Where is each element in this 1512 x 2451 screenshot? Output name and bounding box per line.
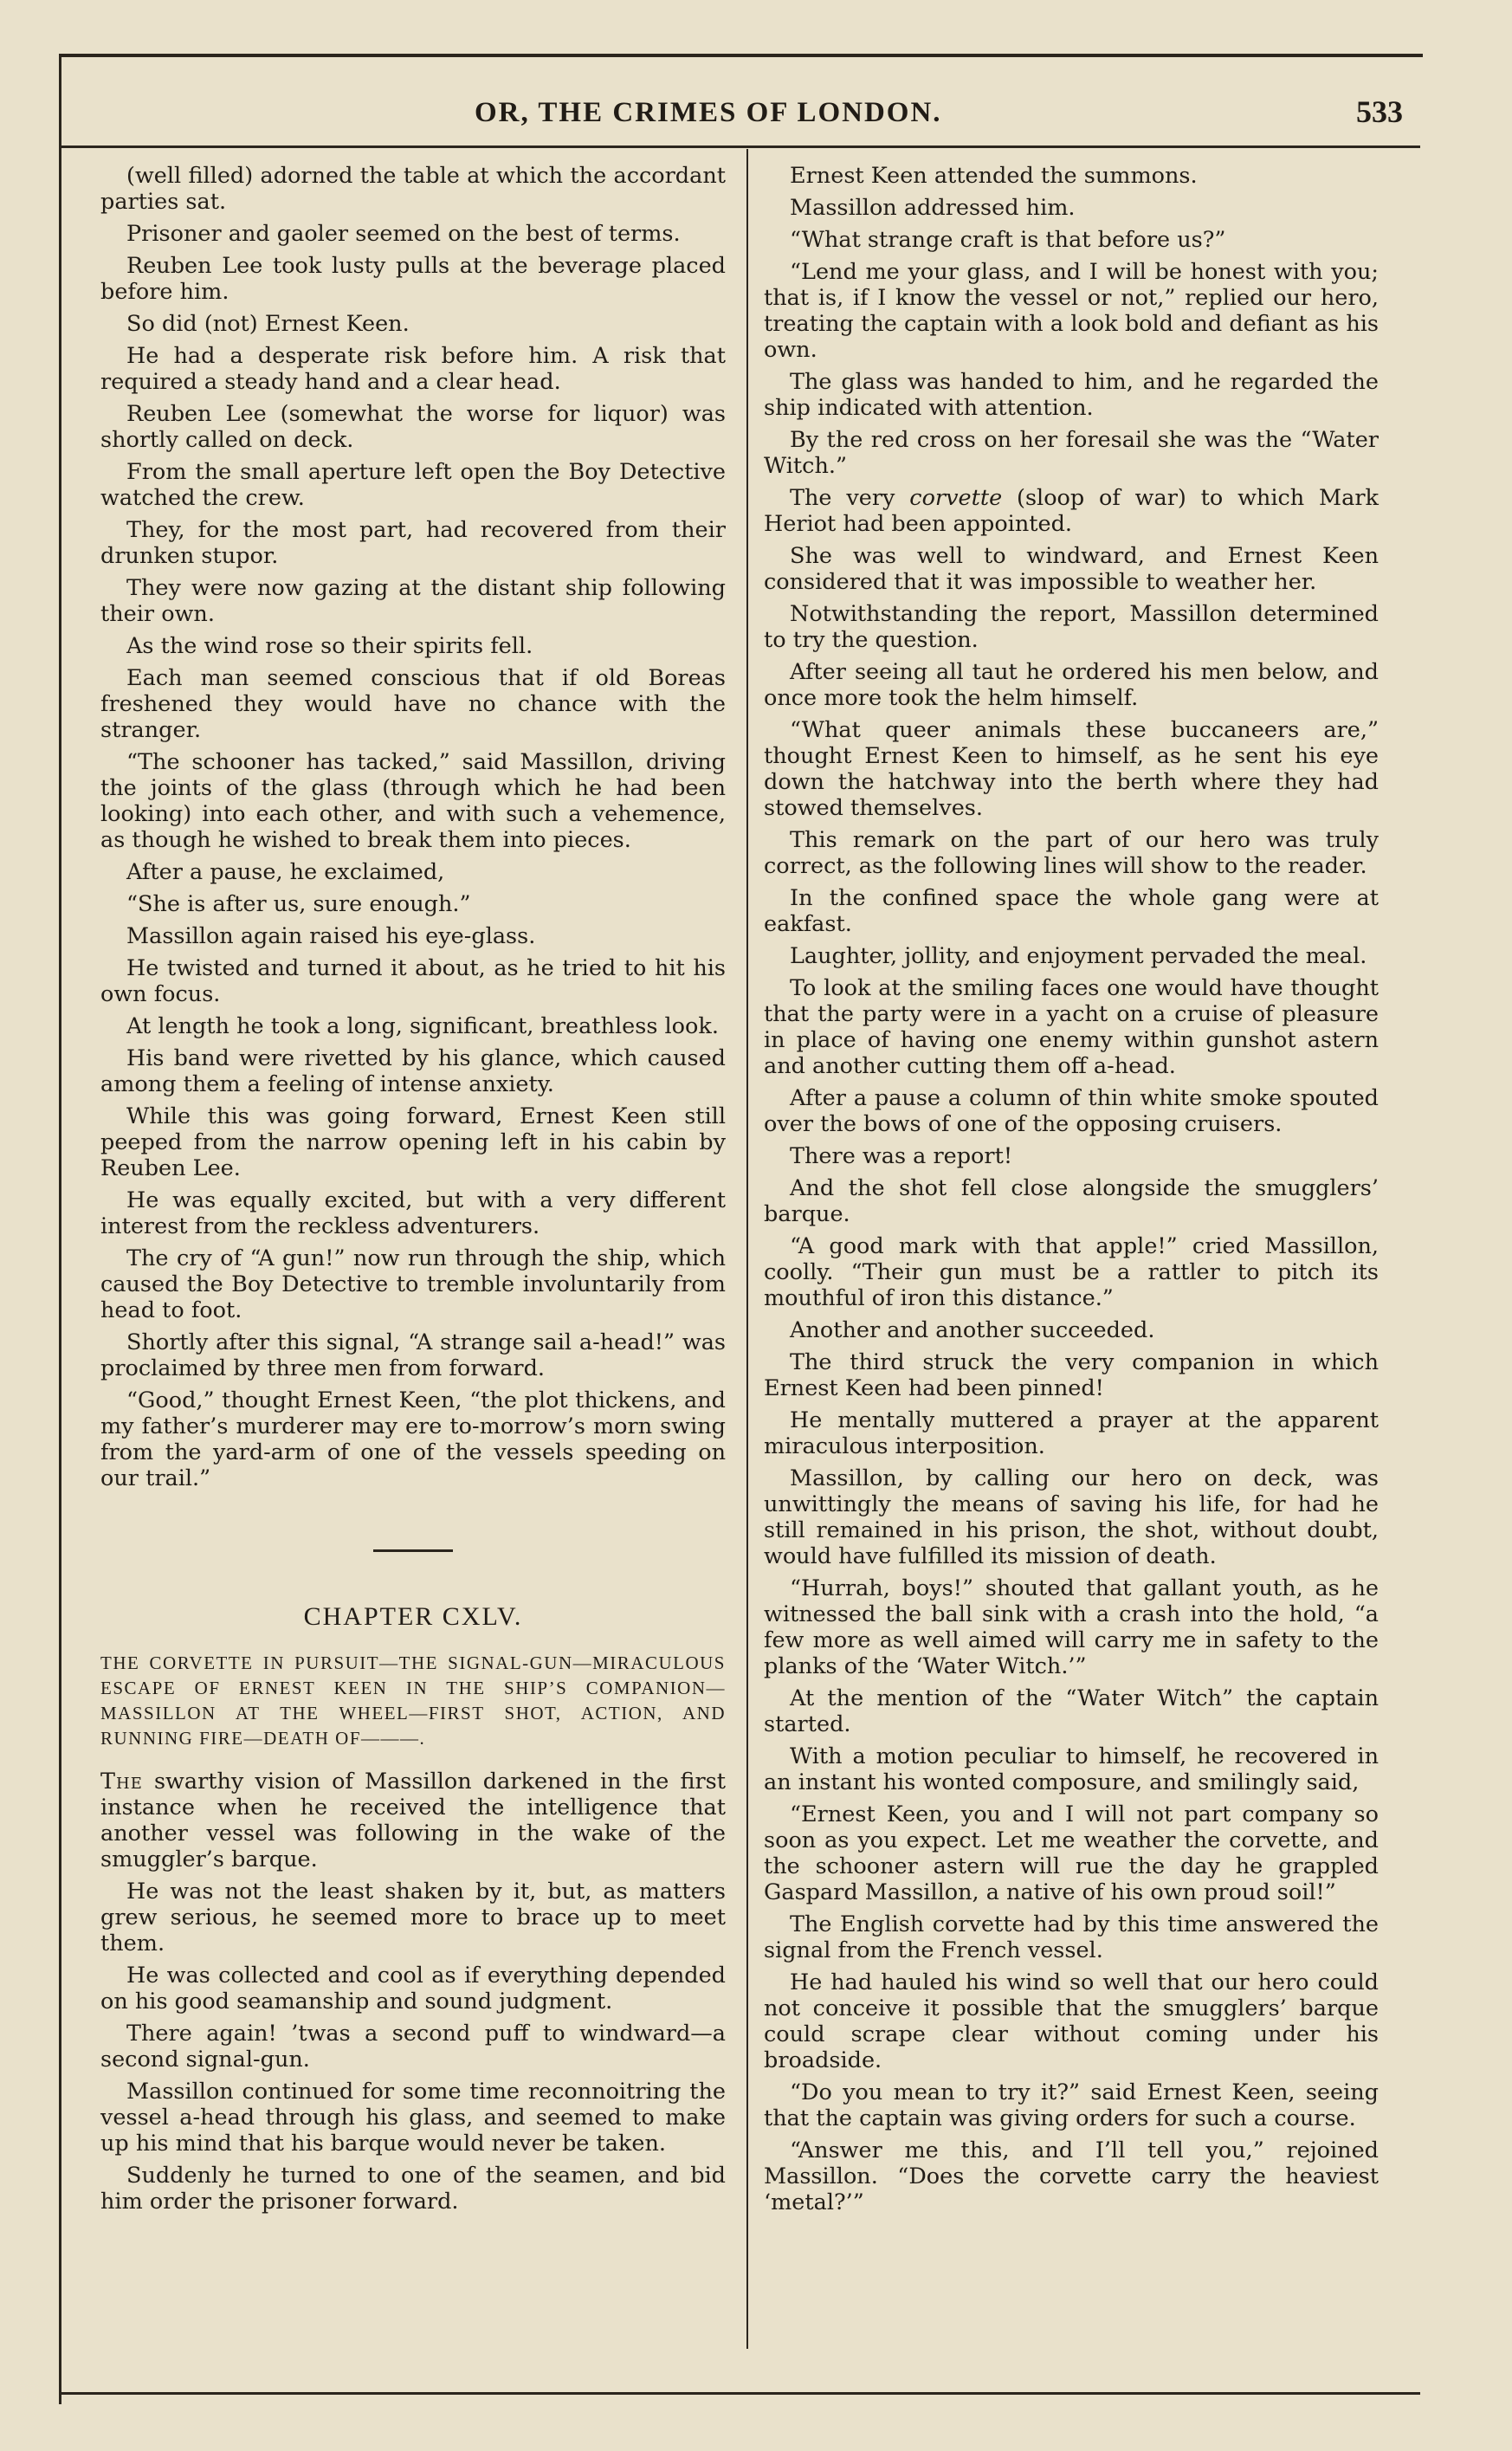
paragraph: The cry of “A gun!” now run through the ship, which caused the Boy Detective to tremble involuntarily from head to foot. — [100, 1245, 726, 1323]
paragraph: “The schooner has tacked,” said Massillon, driving the joints of the glass (through which he had been looking) into each other, and with such a vehemence, as though he wished to break them into pieces. — [100, 749, 726, 853]
paragraph: He was equally excited, but with a very different interest from the reckless adventurers. — [100, 1187, 726, 1239]
paragraph: Notwithstanding the report, Massillon determined to try the question. — [764, 601, 1379, 653]
paragraph: “Lend me your glass, and I will be honest with you; that is, if I know the vessel or not,” replied our hero, treating the captain with a look bold and defiant as his own. — [764, 259, 1379, 363]
paragraph: He mentally muttered a prayer at the apparent miraculous interposition. — [764, 1407, 1379, 1459]
corvette-after: (sloop of war) to which Mark Heriot had been appointed. — [764, 485, 1379, 537]
paragraph: In the confined space the whole gang were at eakfast. — [764, 885, 1379, 937]
left-column-after-chapter — [100, 1879, 726, 2215]
paragraph: “Good,” thought Ernest Keen, “the plot thickens, and my father’s murderer may ere to-morrow’s morn swing from the yard-arm of one of the vessels speeding on our trail.” — [100, 1387, 726, 1491]
paragraph: “What queer animals these buccaneers are,” thought Ernest Keen to himself, as he sent his eye down the hatchway into the berth where they had stowed themselves. — [764, 717, 1379, 821]
paragraph: Massillon continued for some time reconnoitring the vessel a-head through his glass, and seemed to make up his mind that his barque would never be taken. — [100, 2079, 726, 2157]
paragraph: To look at the smiling faces one would have thought that the party were in a yacht on a cruise of pleasure in place of having one enemy within gunshot astern and another cutting them off a-head. — [764, 975, 1379, 1079]
opening-text: swarthy vision of Massillon darkened in the first instance when he received the intelligence that another vessel was following in the wake of the smuggler’s barque. — [100, 1769, 727, 1872]
chapter-opening-paragraph — [100, 1769, 726, 1872]
paragraph: At length he took a long, significant, breathless look. — [126, 1013, 719, 1039]
paragraph: Ernest Keen attended the summons. — [790, 163, 1198, 189]
paragraph: He had hauled his wind so well that our hero could not conceive it possible that the smugglers’ barque could scrape clear without coming under his broadside. — [764, 1969, 1379, 2073]
paragraph: She was well to windward, and Ernest Keen considered that it was impossible to weather her. — [764, 543, 1379, 595]
paragraph: Each man seemed conscious that if old Boreas freshened they would have no chance with the stranger. — [100, 665, 726, 743]
paragraph: “A good mark with that apple!” cried Massillon, coolly. “Their gun must be a rattler to pitch its mouthful of iron this distance.” — [764, 1233, 1379, 1311]
paragraph: Prisoner and gaoler seemed on the best of terms. — [126, 221, 681, 247]
right-column-paragraphs-a — [764, 163, 1379, 479]
paragraph: “Hurrah, boys!” shouted that gallant youth, as he witnessed the ball sink with a crash into the hold, “a few more as well aimed will carry me in safety to the planks of the ‘Water Witch.’” — [764, 1575, 1379, 1679]
paragraph: This remark on the part of our hero was truly correct, as the following lines will show to the reader. — [764, 827, 1379, 879]
paragraph: Another and another succeeded. — [790, 1317, 1155, 1343]
paragraph: “What strange craft is that before us?” — [790, 227, 1226, 253]
paragraph: “Answer me this, and I’ll tell you,” rejoined Massillon. “Does the corvette carry the heaviest ‘metal?’” — [764, 2137, 1379, 2215]
paragraph: Laughter, jollity, and enjoyment pervaded the meal. — [790, 943, 1367, 969]
paragraph: While this was going forward, Ernest Keen still peeped from the narrow opening left in his cabin by Reuben Lee. — [100, 1103, 726, 1181]
paragraph: He was collected and cool as if everything depended on his good seamanship and sound judgment. — [100, 1963, 726, 2014]
paragraph: (well filled) adorned the table at which the accordant parties sat. — [100, 163, 726, 215]
paragraph: The English corvette had by this time answered the signal from the French vessel. — [764, 1911, 1379, 1963]
paragraph: There was a report! — [790, 1143, 1013, 1169]
paragraph: “Do you mean to try it?” said Ernest Keen, seeing that the captain was giving orders for such a course. — [764, 2079, 1379, 2131]
right-column-paragraphs-b — [764, 543, 1379, 2215]
paragraph: They were now gazing at the distant ship following their own. — [100, 575, 726, 627]
running-head — [59, 85, 1420, 148]
paragraph: Massillon addressed him. — [790, 195, 1076, 221]
column-divider — [746, 149, 748, 2349]
corvette-italic: corvette — [909, 485, 1003, 511]
corvette-before: The very — [790, 485, 895, 511]
paragraph: “Ernest Keen, you and I will not part company so soon as you expect. Let me weather the corvette, and the schooner astern will rue the day he grappled Gaspard Massillon, a native of his own proud soil!” — [764, 1801, 1379, 1905]
paragraph: Shortly after this signal, “A strange sail a-head!” was proclaimed by three men from forward. — [100, 1329, 726, 1381]
paragraph: Suddenly he turned to one of the seamen, and bid him order the prisoner forward. — [100, 2163, 726, 2215]
paragraph: After seeing all taut he ordered his men below, and once more took the helm himself. — [764, 659, 1379, 711]
paragraph: By the red cross on her foresail she was the “Water Witch.” — [764, 427, 1379, 479]
paragraph: There again! ’twas a second puff to windward—a second signal-gun. — [100, 2021, 726, 2073]
paragraph: The glass was handed to him, and he regarded the ship indicated with attention. — [764, 369, 1379, 421]
paragraph: Massillon, by calling our hero on deck, was unwittingly the means of saving his life, for had he still remained in his prison, the shot, without doubt, would have fulfilled its mission of death. — [764, 1465, 1379, 1569]
paragraph: They, for the most part, had recovered from their drunken stupor. — [100, 517, 726, 569]
bottom-rule — [59, 2392, 1420, 2395]
chapter-rule — [373, 1549, 453, 1552]
paragraph: He was not the least shaken by it, but, as matters grew serious, he seemed more to brace up to meet them. — [100, 1879, 726, 1956]
paragraph: From the small aperture left open the Boy Detective watched the crew. — [100, 459, 726, 511]
left-column-paragraphs — [100, 163, 726, 1491]
paragraph: With a motion peculiar to himself, he recovered in an instant his wonted composure, and smilingly said, — [764, 1743, 1379, 1795]
paragraph: And the shot fell close alongside the smugglers’ barque. — [764, 1175, 1379, 1227]
chapter-heading: CHAPTER CXLV. — [303, 1602, 523, 1631]
running-title: OR, THE CRIMES OF LONDON. — [475, 97, 942, 128]
paragraph: After a pause a column of thin white smoke spouted over the bows of one of the opposing cruisers. — [764, 1085, 1379, 1137]
paragraph: He twisted and turned it about, as he tried to hit his own focus. — [100, 955, 726, 1007]
paragraph: Reuben Lee took lusty pulls at the beverage placed before him. — [100, 253, 726, 305]
paragraph: Massillon again raised his eye-glass. — [126, 923, 536, 949]
paragraph: After a pause, he exclaimed, — [126, 859, 445, 885]
paragraph: His band were rivetted by his glance, which caused among them a feeling of intense anxiety. — [100, 1045, 726, 1097]
paragraph: He had a desperate risk before him. A risk that required a steady hand and a clear head. — [100, 343, 726, 395]
paragraph: The third struck the very companion in which Ernest Keen had been pinned! — [764, 1349, 1379, 1401]
page-number: 533 — [1356, 94, 1403, 129]
right-column — [764, 163, 1379, 2221]
paragraph: Reuben Lee (somewhat the worse for liquor) was shortly called on deck. — [100, 401, 726, 453]
paragraph: So did (not) Ernest Keen. — [126, 311, 410, 337]
paragraph: “She is after us, sure enough.” — [126, 891, 471, 917]
paragraph: As the wind rose so their spirits fell. — [126, 633, 533, 659]
paragraph — [764, 485, 1379, 537]
chapter-synopsis: THE CORVETTE IN PURSUIT—THE SIGNAL-GUN—MIRACULOUS ESCAPE OF ERNEST KEEN IN THE SHIP’S COMPANION—MASSILLON AT THE WHEEL—FIRST SHOT, ACTION, AND RUNNING FIRE—DEATH OF———. — [100, 1652, 726, 1749]
left-column — [100, 163, 726, 2221]
paragraph: At the mention of the “Water Witch” the captain started. — [764, 1685, 1379, 1737]
opening-word: The — [100, 1769, 143, 1795]
chapter-spacer — [100, 1497, 726, 1549]
